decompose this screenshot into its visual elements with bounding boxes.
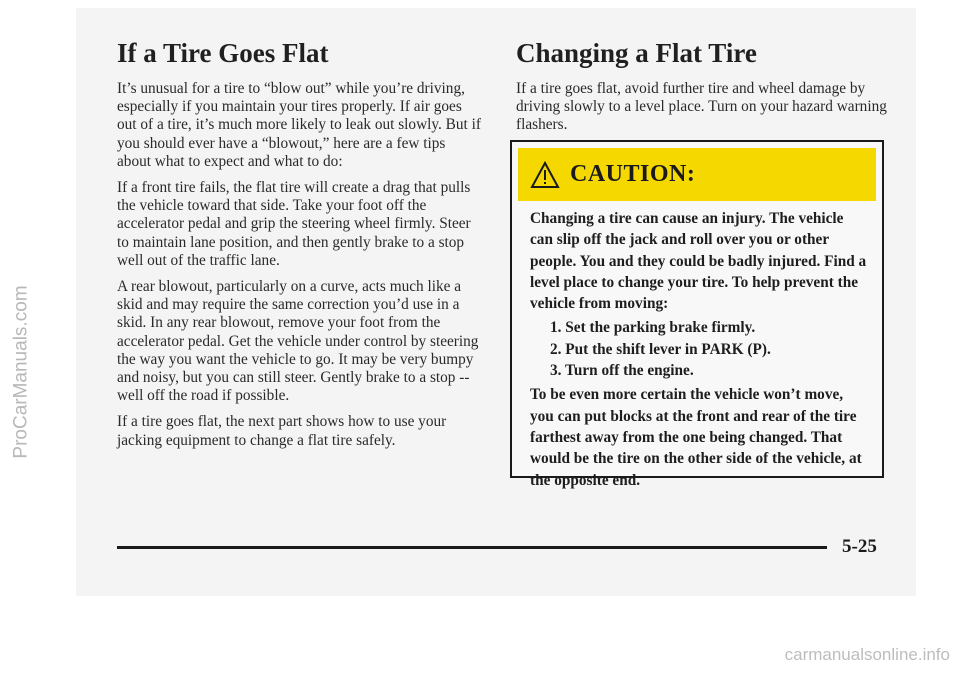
warning-triangle-icon — [530, 161, 560, 189]
caution-header — [518, 148, 876, 201]
side-watermark — [12, 222, 32, 522]
page-number: 5-25 — [842, 536, 877, 557]
right-column — [516, 38, 891, 143]
caution-title: CAUTION: — [570, 161, 696, 187]
footer-rule — [117, 546, 827, 549]
caution-intro: Changing a tire can cause an injury. The vehicle can slip off the jack and roll over you or other people. You and they could be badly injured. Find a level place to change your tire. To help prevent the vehicle from moving: — [530, 210, 867, 313]
step-item: 1. Set the parking brake firmly. — [550, 319, 756, 337]
changing-intro-paragraph: If a tire goes flat, avoid further tire and wheel damage by driving slowly to a level place. Turn on your hazard warning flashers. — [516, 80, 887, 134]
front-tire-paragraph: If a front tire fails, the flat tire will create a drag that pulls the vehicle toward that side. Take your foot off the accelerator pedal and grip the steering wheel firmly. Steer to maintain lane position, and then gently brake to a stop well out of the traffic lane. — [117, 179, 471, 269]
caution-steps — [530, 317, 870, 381]
flat-tire-heading: If a Tire Goes Flat — [117, 38, 329, 68]
side-watermark-text: ProCarManuals.com — [11, 285, 33, 459]
bottom-watermark: carmanualsonline.info — [784, 645, 950, 664]
step-item: 2. Put the shift lever in PARK (P). — [550, 340, 771, 358]
caution-outro: To be even more certain the vehicle won’t move, you can put blocks at the front and rear of the tire farthest away from the one being changed. That would be the tire on the other side of the vehicle, at the opposite end. — [530, 386, 862, 489]
caution-box — [510, 140, 884, 489]
caution-body — [530, 208, 870, 491]
left-column — [117, 38, 482, 458]
next-part-paragraph: If a tire goes flat, the next part shows how to use your jacking equipment to change a flat tire safely. — [117, 413, 447, 449]
intro-paragraph: It’s unusual for a tire to “blow out” while you’re driving, especially if you maintain your tires properly. If air goes out of a tire, it’s much more likely to leak out slowly. But if you should ever have a “blowout,” here are a few tips about what to expect and what to do: — [117, 80, 481, 170]
rear-blowout-paragraph: A rear blowout, particularly on a curve, acts much like a skid and may require the same correction you’d use in a skid. In any rear blowout, remove your foot from the accelerator pedal. Get the vehicle under control by steering the way you want the vehicle to go. It may be very bumpy and noisy, but you can still steer. Gently brake to a stop -- well off the road if possible. — [117, 278, 479, 405]
step-item: 3. Turn off the engine. — [550, 362, 694, 380]
changing-tire-heading: Changing a Flat Tire — [516, 38, 757, 68]
